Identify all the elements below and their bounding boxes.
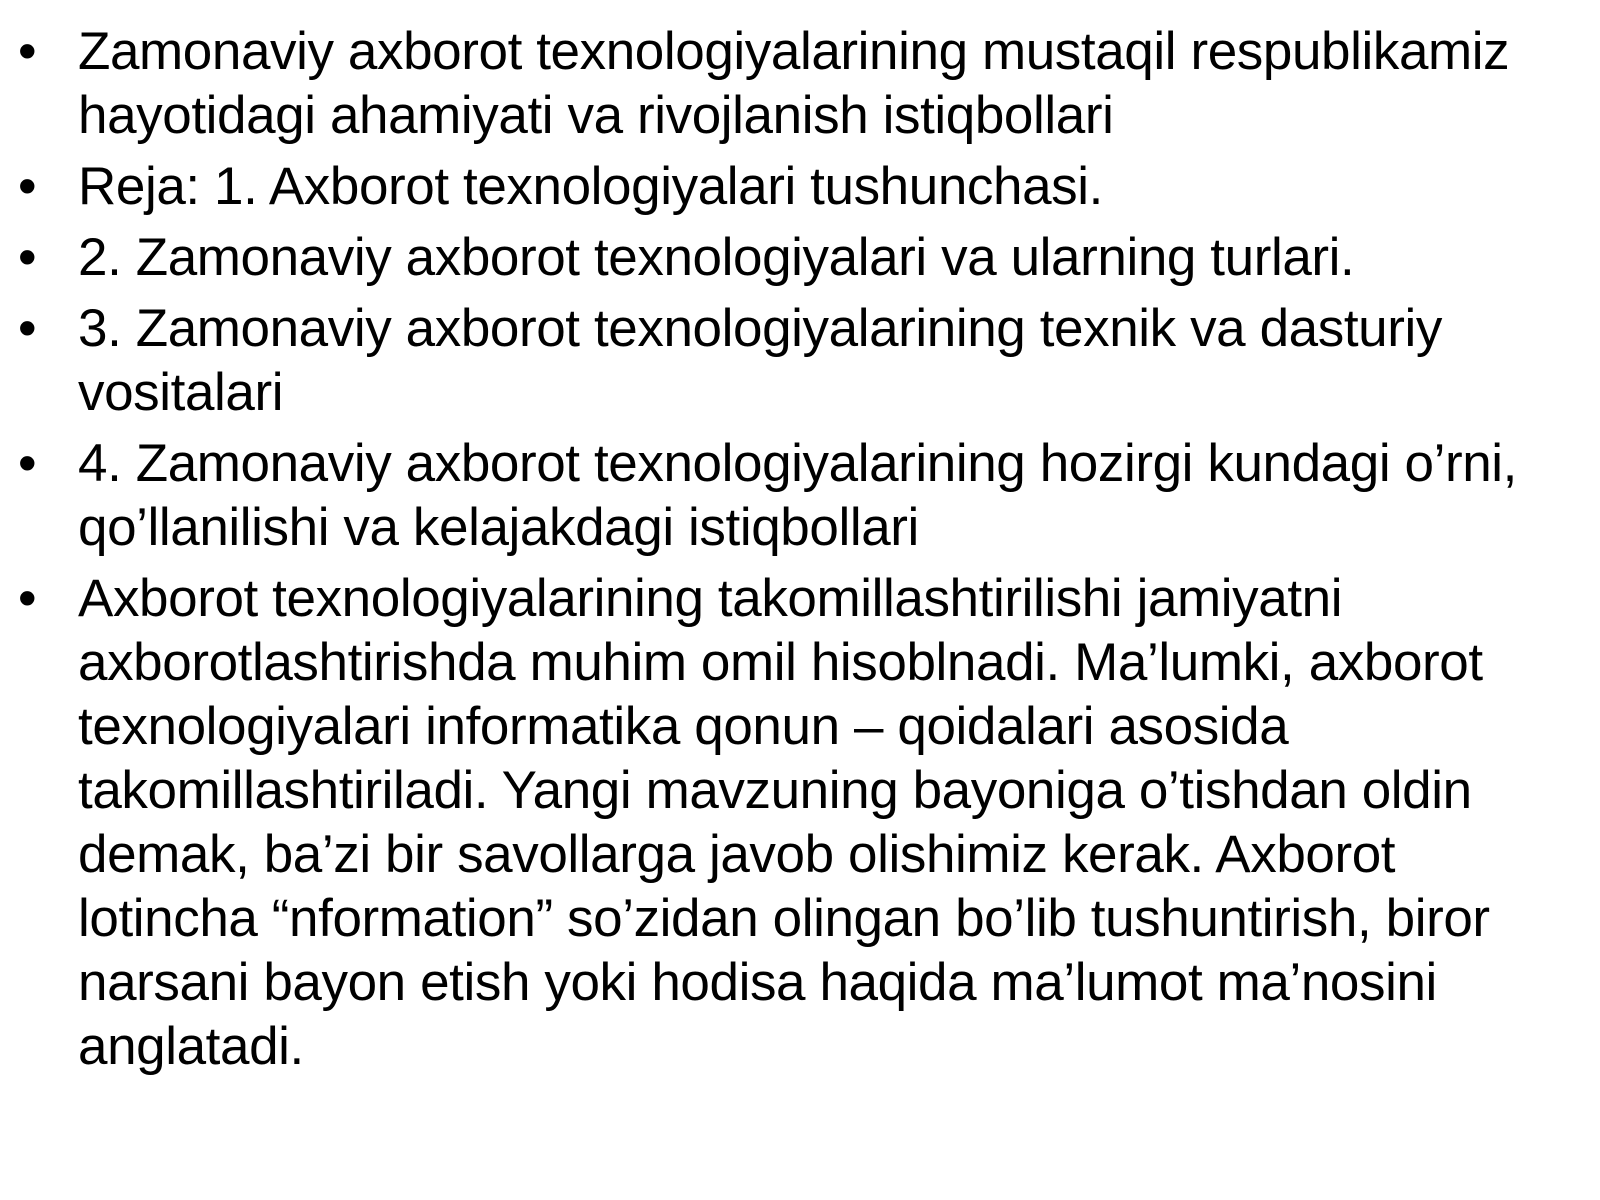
bullet-item-plan-4 [18, 432, 1588, 560]
bullet-text: Axborot texnologiyalarining takomillashtirilishi jamiyatni axborotlashtirishda muhim omil hisoblnadi. Ma’lumki, axborot texnologiyalari informatika qonun – qoidalari asosida takomillashtiriladi. Yangi mavzuning bayoniga o’tishdan oldin demak, ba’zi bir savollarga javob olishimiz kerak. Axborot lotincha “nformation” so’zidan olingan bo’lib tushuntirish, biror narsani bayon etish yoki hodisa haqida ma’lumot ma’nosini anglatadi. [78, 569, 1490, 1076]
bullet-dot-icon: • [18, 22, 37, 81]
bullet-list [18, 20, 1588, 1086]
bullet-text: 3. Zamonaviy axborot texnologiyalarining texnik va dasturiy vositalari [78, 299, 1442, 422]
bullet-item-plan-1 [18, 155, 1588, 219]
bullet-dot-icon: • [18, 569, 37, 628]
bullet-text: Zamonaviy axborot texnologiyalarining mustaqil respublikamiz hayotidagi ahamiyati va rivojlanish istiqbollari [78, 22, 1510, 145]
bullet-item-paragraph [18, 567, 1588, 1079]
bullet-item-title [18, 20, 1588, 148]
bullet-dot-icon: • [18, 157, 37, 216]
bullet-text: 2. Zamonaviy axborot texnologiyalari va ularning turlari. [78, 228, 1355, 287]
bullet-item-plan-2 [18, 226, 1588, 290]
bullet-dot-icon: • [18, 434, 37, 493]
bullet-text: Reja: 1. Axborot texnologiyalari tushunchasi. [78, 157, 1103, 216]
bullet-item-plan-3 [18, 297, 1588, 425]
bullet-dot-icon: • [18, 299, 37, 358]
bullet-text: 4. Zamonaviy axborot texnologiyalarining hozirgi kundagi o’rni, qo’llanilishi va kelajakdagi istiqbollari [78, 434, 1518, 557]
bullet-dot-icon: • [18, 228, 37, 287]
